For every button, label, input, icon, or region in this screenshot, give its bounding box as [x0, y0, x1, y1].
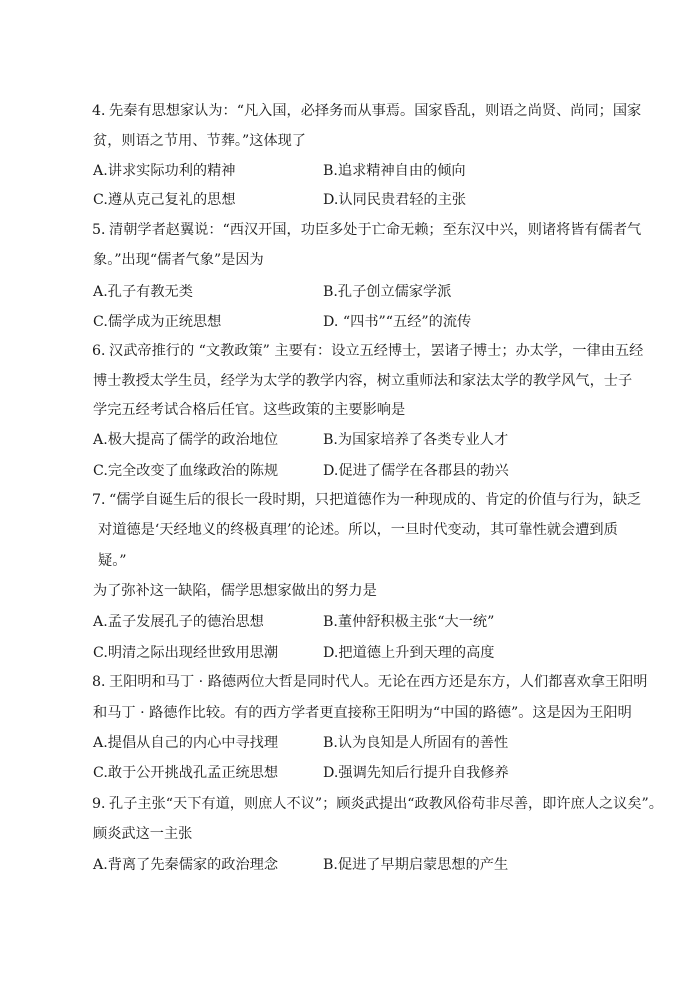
option-d[interactable]: D.促进了儒学在各郡县的勃兴 — [323, 463, 509, 479]
question-number: 4． — [92, 103, 116, 119]
question-number: 9． — [92, 796, 116, 812]
question-number: 7． — [92, 492, 116, 508]
question-text-line: 疑。” — [98, 553, 127, 569]
option-b[interactable]: B.董仲舒积极主张“大一统” — [323, 614, 495, 630]
option-b[interactable]: B.为国家培养了各类专业人才 — [323, 432, 509, 448]
option-c[interactable]: C.完全改变了血缘政治的陈规 — [93, 463, 279, 479]
question-text-line: 先秦有思想家认为：“凡入国，必择务而从事焉。国家昏乱，则语之尚贤、尚同；国家 — [109, 103, 642, 119]
option-b[interactable]: B.孔子创立儒家学派 — [323, 284, 452, 300]
option-d[interactable]: D.认同民贵君轻的主张 — [323, 192, 467, 208]
option-b[interactable]: B.追求精神自由的倾向 — [323, 163, 466, 179]
question-text-line: 和马丁 · 路德作比较。有的西方学者更直接称王阳明为“中国的路德”。这是因为王阳明 — [93, 705, 632, 721]
question-text-line: 贫，则语之节用、节葬。”这体现了 — [93, 133, 306, 149]
question-text-line: 对道德是‘天经地义的终极真理’的论述。所以，一旦时代变动，其可靠性就会遭到质 — [98, 522, 618, 538]
question-text-line: 学完五经考试合格后任官。这些政策的主要影响是 — [93, 402, 406, 418]
option-b[interactable]: B.认为良知是人所固有的善性 — [323, 735, 509, 751]
question-text-line: 孔子主张“天下有道，则庶人不议”；顾炎武提出“政教风俗苟非尽善，即许庶人之议矣”。 — [109, 796, 663, 812]
question-text-line: 为了弥补这一缺陷，儒学思想家做出的努力是 — [93, 583, 377, 599]
question-number: 8． — [92, 674, 116, 690]
option-d[interactable]: D.强调先知后行提升自我修养 — [323, 765, 509, 781]
question-text-line: 王阳明和马丁 · 路德两位大哲是同时代人。无论在西方还是东方，人们都喜欢拿王阳明 — [109, 674, 648, 690]
question-text-line: 顾炎武这一主张 — [93, 826, 193, 842]
question-text-line: 汉武帝推行的 “文教政策” 主要有：设立五经博士，罢诸子博士；办太学，一律由五经 — [109, 343, 644, 359]
question-number: 6． — [92, 343, 116, 359]
option-a[interactable]: A.孟子发展孔子的德治思想 — [93, 614, 264, 630]
option-c[interactable]: C.敢于公开挑战孔孟正统思想 — [93, 765, 279, 781]
question-text-line: 象。”出现“儒者气象”是因为 — [93, 252, 264, 268]
question-text-line: 清朝学者赵翼说：“西汉开国，功臣多处于亡命无赖；至东汉中兴，则诸将皆有儒者气 — [109, 222, 642, 238]
option-b[interactable]: B.促进了早期启蒙思想的产生 — [323, 857, 509, 873]
option-d[interactable]: D.把道德上升到天理的高度 — [323, 645, 495, 661]
option-a[interactable]: A.极大提高了儒学的政治地位 — [93, 432, 279, 448]
option-c[interactable]: C.遵从克己复礼的思想 — [93, 192, 236, 208]
question-text-line: “儒学自诞生后的很长一段时期，只把道德作为一种现成的、肯定的价值与行为，缺乏 — [109, 492, 642, 508]
option-a[interactable]: A.提倡从自己的内心中寻找理 — [93, 735, 279, 751]
option-c[interactable]: C.儒学成为正统思想 — [93, 314, 222, 330]
option-c[interactable]: C.明清之际出现经世致用思潮 — [93, 645, 279, 661]
option-a[interactable]: A.孔子有教无类 — [93, 284, 193, 300]
option-a[interactable]: A.讲求实际功利的精神 — [93, 163, 236, 179]
option-d[interactable]: D. “四书”“五经”的流传 — [323, 314, 472, 330]
option-a[interactable]: A.背离了先秦儒家的政治理念 — [93, 857, 279, 873]
question-text-line: 博士教授太学生员，经学为太学的教学内容，树立重师法和家法太学的教学风气，士子 — [93, 373, 633, 389]
question-number: 5． — [92, 222, 116, 238]
